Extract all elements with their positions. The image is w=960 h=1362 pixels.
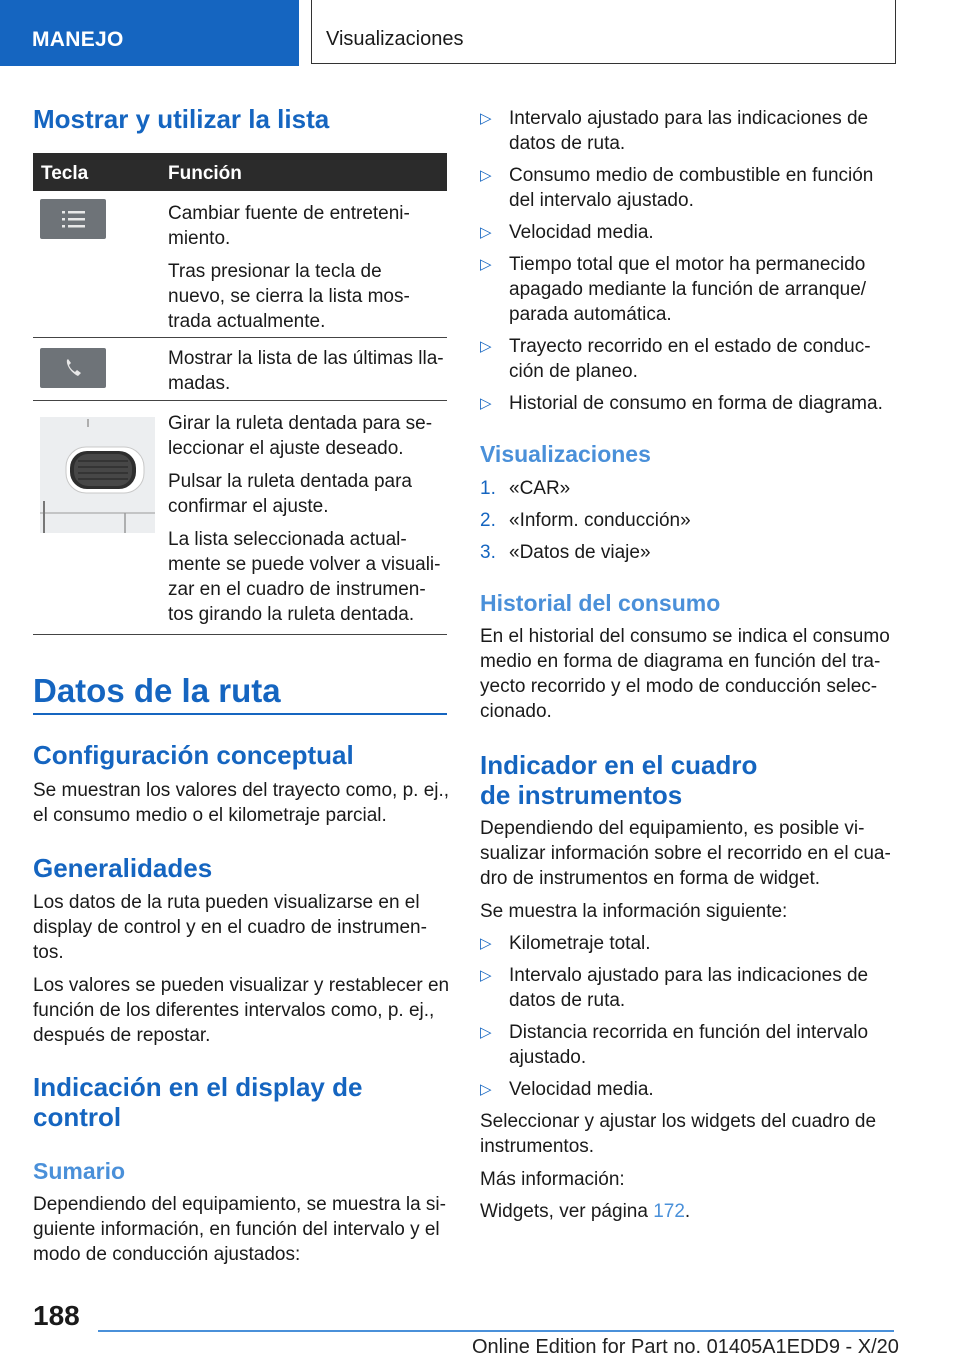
key-function-table	[33, 153, 447, 635]
list-item: 2. «Inform. conducción»	[480, 510, 691, 531]
heading-datos-ruta: Datos de la ruta	[33, 672, 281, 709]
row3-text: Girar la ruleta dentada para se- leccionar el ajuste deseado. Pulsar la ruleta dentada para confirmar el ajuste. La lista seleccionada actual- mente se puede volver a visuali- zar en el cuadro de instrumen- tos girando la ruleta dentada.	[168, 413, 441, 625]
thumbwheel-icon	[40, 417, 155, 533]
phone-icon	[40, 348, 106, 388]
heading-indicacion-display: Indicación en el display de control	[33, 1072, 363, 1132]
list-item: ▷ Velocidad media.	[480, 1077, 900, 1102]
para-muestra: Se muestra la información siguiente:	[480, 901, 788, 922]
list-item: ▷ Consumo medio de combustible en función del intervalo ajustado.	[480, 163, 900, 213]
heading-mostrar-lista: Mostrar y utilizar la lista	[33, 104, 330, 134]
bullet-list-widget	[480, 931, 900, 1109]
para-indicador: Dependiendo del equipamiento, es posible vi- sualizar información sobre el recorrido en el cua- dro de instrumentos en forma de widget.	[480, 818, 891, 889]
page-number: 188	[33, 1300, 80, 1331]
chapter-title: Visualizaciones	[311, 0, 896, 64]
para-historial: En el historial del consumo se indica el consumo medio en forma de diagrama en función del tra- yecto recorrido y el modo de conducción selec- cionado.	[480, 626, 890, 722]
list-item: 1. «CAR»	[480, 478, 571, 499]
para-widgets-ref: Widgets, ver página 172.	[480, 1201, 691, 1222]
para-mas-info: Más información:	[480, 1169, 625, 1190]
table-row	[33, 401, 447, 635]
table-row	[33, 338, 447, 401]
heading-historial: Historial del consumo	[480, 590, 721, 616]
list-icon	[40, 199, 106, 239]
footer-edition: Online Edition for Part no. 01405A1EDD9 - X/20	[472, 1336, 899, 1358]
table-header	[33, 153, 447, 191]
heading-configuracion: Configuración conceptual	[33, 740, 354, 770]
list-item: ▷ Distancia recorrida en función del intervalo ajustado.	[480, 1020, 900, 1070]
bullet-list-info	[480, 106, 900, 423]
list-item: ▷ Trayecto recorrido en el estado de conduc- ción de planeo.	[480, 334, 900, 384]
list-item: ▷ Kilometraje total.	[480, 931, 900, 956]
heading-rule	[33, 713, 447, 715]
row2-text: Mostrar la lista de las últimas lla- madas.	[168, 348, 444, 394]
page-link[interactable]: 172	[653, 1201, 685, 1222]
col-function-header: Función	[168, 163, 242, 184]
list-item: ▷ Historial de consumo en forma de diagrama.	[480, 391, 900, 416]
list-item: ▷ Tiempo total que el motor ha permanecido apagado mediante la función de arranque/ parada automática.	[480, 252, 900, 327]
row1-text: Cambiar fuente de entreteni- miento. Tras presionar la tecla de nuevo, se cierra la lista mos- trada actualmente.	[168, 203, 410, 332]
col-key-header: Tecla	[41, 163, 89, 184]
heading-generalidades: Generalidades	[33, 853, 213, 883]
para-seleccionar: Seleccionar y ajustar los widgets del cuadro de instrumentos.	[480, 1111, 877, 1157]
heading-indicador-cuadro: Indicador en el cuadro de instrumentos	[480, 750, 758, 810]
list-item: ▷ Intervalo ajustado para las indicaciones de datos de ruta.	[480, 106, 900, 156]
steps-list	[480, 476, 900, 572]
list-item: ▷ Intervalo ajustado para las indicaciones de datos de ruta.	[480, 963, 900, 1013]
para-sumario: Dependiendo del equipamiento, se muestra la si- guiente información, en función del intervalo y el modo de conducción ajustados:	[33, 1194, 446, 1265]
list-item: ▷ Velocidad media.	[480, 220, 900, 245]
para-general-2: Los valores se pueden visualizar y restablecer en función de los diferentes intervalos como, p. ej., después de repostar.	[33, 975, 450, 1046]
para-config: Se muestran los valores del trayecto como, p. ej., el consumo medio o el kilometraje parcial.	[33, 780, 450, 826]
section-tab: MANEJO	[0, 0, 299, 66]
table-row	[33, 191, 447, 338]
heading-sumario: Sumario	[33, 1158, 126, 1184]
para-general-1: Los datos de la ruta pueden visualizarse en el display de control y en el cuadro de instrumen- tos.	[33, 892, 427, 963]
list-item: 3. «Datos de viaje»	[480, 542, 651, 563]
heading-visualizaciones: Visualizaciones	[480, 441, 651, 467]
footer-rule	[98, 1330, 894, 1332]
